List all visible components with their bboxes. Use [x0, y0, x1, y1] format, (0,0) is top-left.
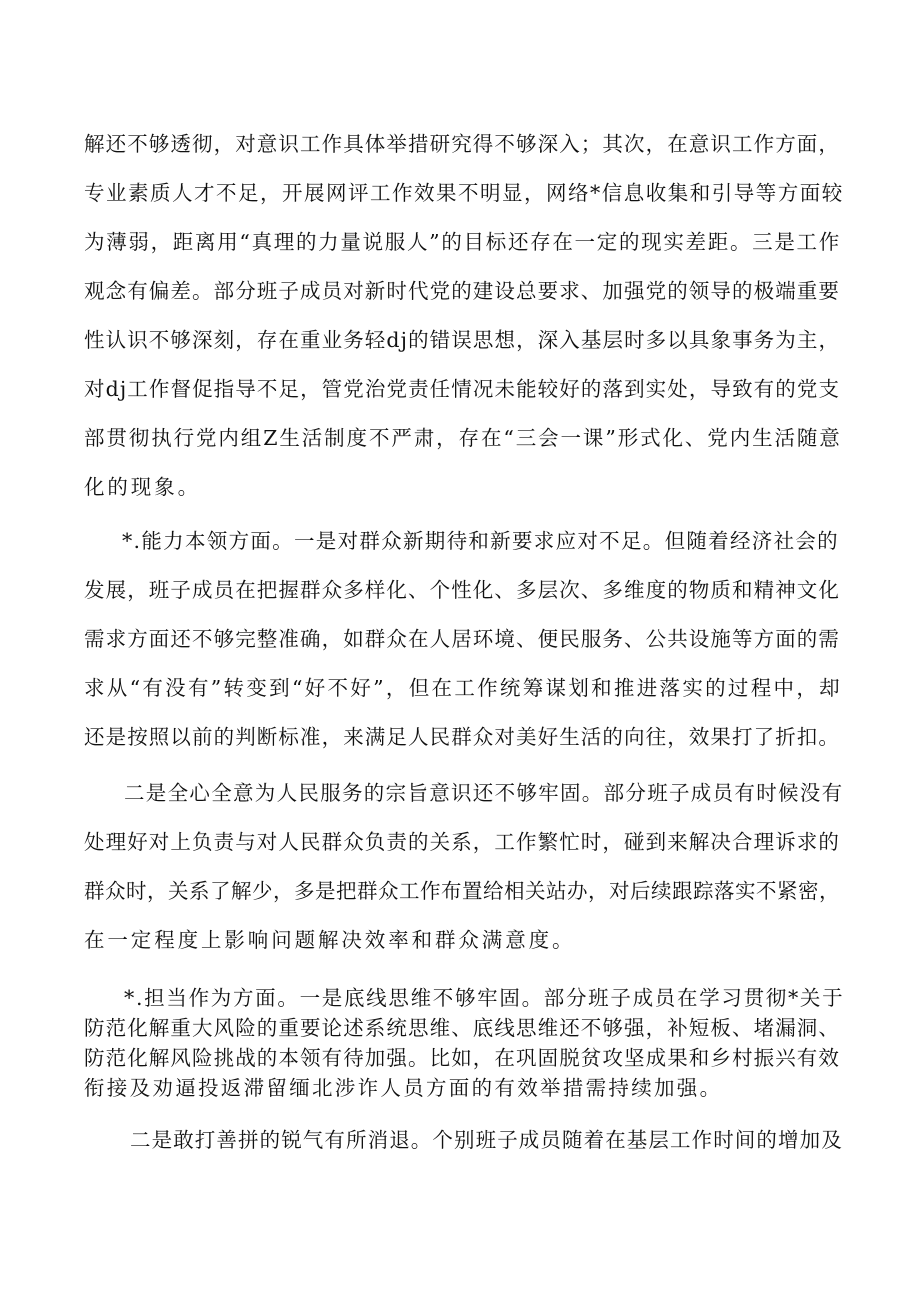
- text-line: 为薄弱，距离用“真理的力量说服人”的目标还存在一定的现实差距。三是工作: [84, 230, 841, 254]
- text-line: 观念有偏差。部分班子成员对新时代党的建设总要求、加强党的领导的极端重要: [84, 279, 840, 303]
- text-line: 二是敢打善拼的锐气有所消退。个别班子成员随着在基层工作时间的增加及: [130, 1128, 843, 1152]
- text-line: *.担当作为方面。一是底线思维不够牢固。部分班子成员在学习贯彻*关于: [124, 986, 845, 1010]
- text-line: 在一定程度上影响问题解决效率和群众满意度。: [84, 928, 576, 952]
- text-line: 解还不够透彻，对意识工作具体举措研究得不够深入；其次，在意识工作方面，: [84, 132, 840, 156]
- text-line: 群众时，关系了解少，多是把群众工作布置给相关站办，对后续跟踪落实不紧密，: [84, 879, 840, 903]
- text-line: 发展，班子成员在把握群众多样化、个性化、多层次、多维度的物质和精神文化: [84, 578, 840, 602]
- text-line: 防范化解重大风险的重要论述系统思维、底线思维还不够强，补短板、堵漏洞、: [84, 1016, 840, 1040]
- text-line: 部贯彻执行党内组Z生活制度不严肃，存在“三会一课”形式化、党内生活随意: [84, 426, 842, 450]
- text-line: 二是全心全意为人民服务的宗旨意识还不够牢固。部分班子成员有时候没有: [124, 781, 844, 805]
- text-line: 防范化解风险挑战的本领有待加强。比如，在巩固脱贫攻坚成果和乡村振兴有效: [84, 1046, 840, 1070]
- text-line: 专业素质人才不足，开展网评工作效果不明显，网络*信息收集和引导等方面较: [84, 181, 844, 205]
- text-line: 处理好对上负责与对人民群众负责的关系，工作繁忙时，碰到来解决合理诉求的: [84, 830, 840, 854]
- text-line: 衔接及劝逼投返滞留缅北涉诈人员方面的有效举措需持续加强。: [84, 1076, 723, 1100]
- text-line: 还是按照以前的判断标准，来满足人民群众对美好生活的向往，效果打了折扣。: [84, 725, 840, 749]
- text-line: 性认识不够深刻，存在重业务轻dj的错误思想，深入基层时多以具象事务为主，: [84, 328, 841, 352]
- text-line: 对dj工作督促指导不足，管党治党责任情况未能较好的落到实处，导致有的党支: [84, 377, 841, 401]
- text-line: 需求方面还不够完整准确，如群众在人居环境、便民服务、公共设施等方面的需: [84, 627, 840, 651]
- text-line: *.能力本领方面。一是对群众新期待和新要求应对不足。但随着经济社会的: [122, 529, 839, 553]
- text-line: 求从“有没有”转变到“好不好”，但在工作统筹谋划和推进落实的过程中，却: [84, 676, 842, 700]
- text-line: 化的现象。: [84, 475, 201, 499]
